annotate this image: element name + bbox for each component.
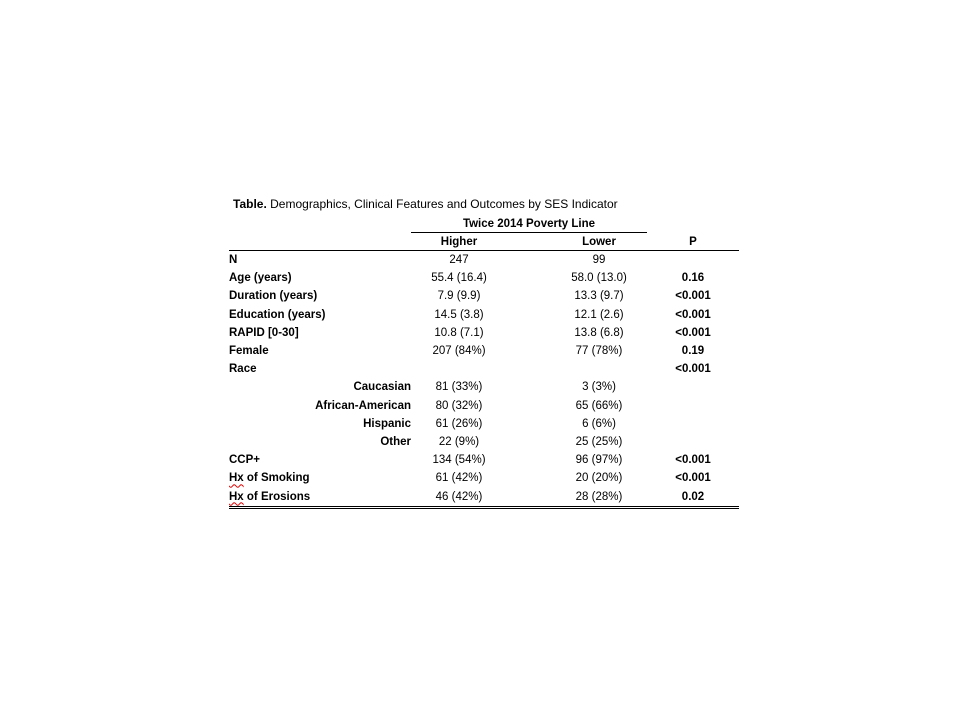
- cell-lower: [551, 360, 647, 378]
- row-label: [229, 324, 411, 342]
- cell-higher: 10.8 (7.1): [434, 326, 484, 339]
- row-label-text: CCP+: [229, 454, 260, 467]
- data-table-container: [229, 197, 739, 503]
- cell-higher: 22 (9%): [438, 435, 480, 448]
- spellcheck-mark: Hx: [229, 490, 244, 503]
- row-label-text: Other: [380, 435, 411, 448]
- cell-higher: 7.9 (9.9): [437, 290, 481, 303]
- cell-lower: 3 (3%): [582, 381, 616, 394]
- cell-p: 0.16: [681, 272, 705, 285]
- data-table: [229, 234, 739, 506]
- row-label: [229, 487, 411, 505]
- cell-lower: 25 (25%): [575, 435, 623, 448]
- cell-higher: 14.5 (3.8): [434, 308, 484, 321]
- table-row: [229, 269, 739, 287]
- table-row: [229, 397, 739, 415]
- table-row: [229, 287, 739, 305]
- row-label: [229, 451, 411, 469]
- header-label: [229, 234, 411, 251]
- table-row: [229, 451, 739, 469]
- cell-p: <0.001: [675, 454, 711, 467]
- cell-higher: 46 (42%): [435, 490, 483, 503]
- cell-lower: 12.1 (2.6): [574, 308, 624, 321]
- row-label-text: Hispanic: [363, 417, 411, 430]
- cell-p: [647, 415, 739, 433]
- cell-lower: 13.8 (6.8): [574, 326, 624, 339]
- table-row: [229, 433, 739, 451]
- cell-p: [647, 378, 739, 396]
- caption-text: Demographics, Clinical Features and Outcomes by SES Indicator: [266, 197, 618, 211]
- row-label: [229, 269, 411, 287]
- group-header: Twice 2014 Poverty Line: [462, 218, 596, 230]
- row-label: [229, 360, 411, 378]
- row-label: [229, 287, 411, 305]
- cell-lower: 58.0 (13.0): [571, 272, 627, 285]
- row-label-text: RAPID [0-30]: [229, 326, 299, 339]
- cell-higher: 80 (32%): [435, 399, 483, 412]
- cell-higher: 81 (33%): [435, 381, 483, 394]
- cell-p: <0.001: [675, 326, 711, 339]
- row-label: [229, 251, 411, 270]
- row-label-text: Hx of Smoking: [229, 472, 310, 485]
- table-row: [229, 415, 739, 433]
- table-row: [229, 251, 739, 270]
- row-label-text: Female: [229, 345, 269, 358]
- row-label: [229, 342, 411, 360]
- table-row: [229, 306, 739, 324]
- row-label: [229, 306, 411, 324]
- header-row: [229, 234, 739, 251]
- cell-p: [647, 433, 739, 451]
- row-label: [229, 469, 411, 487]
- cell-p: 0.02: [681, 490, 705, 503]
- table-caption: [233, 197, 739, 211]
- cell-higher: 247: [449, 254, 469, 267]
- cell-lower: 77 (78%): [575, 345, 623, 358]
- row-label-text: Education (years): [229, 308, 326, 321]
- cell-p: [647, 251, 739, 270]
- header-p: P: [689, 236, 697, 248]
- cell-higher: 207 (84%): [432, 345, 486, 358]
- cell-lower: 6 (6%): [582, 417, 616, 430]
- cell-p: [647, 397, 739, 415]
- table-row: [229, 324, 739, 342]
- header-higher: Higher: [440, 236, 478, 248]
- spellcheck-mark: Hx: [229, 472, 244, 485]
- row-label-text: N: [229, 254, 238, 267]
- row-label-text: Hx of Erosions: [229, 490, 311, 503]
- table-row: [229, 487, 739, 505]
- cell-p: <0.001: [675, 472, 711, 485]
- cell-higher: [411, 360, 507, 378]
- cell-lower: 20 (20%): [575, 472, 623, 485]
- cell-higher: 134 (54%): [432, 454, 486, 467]
- cell-lower: 96 (97%): [575, 454, 623, 467]
- table-body: [229, 251, 739, 506]
- cell-lower: 99: [592, 254, 606, 267]
- cell-lower: 28 (28%): [575, 490, 623, 503]
- cell-higher: 61 (26%): [435, 417, 483, 430]
- cell-p: <0.001: [675, 308, 711, 321]
- table-row: [229, 378, 739, 396]
- row-label: [229, 415, 411, 433]
- header-lower: Lower: [582, 236, 616, 248]
- row-label: [229, 397, 411, 415]
- row-label-text: African-American: [315, 399, 411, 412]
- row-label-text: Caucasian: [353, 381, 411, 394]
- caption-prefix: Table.: [233, 197, 267, 211]
- table-row: [229, 360, 739, 378]
- cell-lower: 65 (66%): [575, 399, 623, 412]
- row-label: [229, 378, 411, 396]
- table-bottom-rule: [229, 506, 739, 509]
- row-label: [229, 433, 411, 451]
- cell-lower: 13.3 (9.7): [574, 290, 624, 303]
- cell-higher: 61 (42%): [435, 472, 483, 485]
- row-label-text: Race: [229, 363, 257, 376]
- table-row: [229, 469, 739, 487]
- table-row: [229, 342, 739, 360]
- row-label-text: Age (years): [229, 272, 292, 285]
- cell-higher: 55.4 (16.4): [431, 272, 487, 285]
- cell-p: <0.001: [675, 290, 711, 303]
- group-header-rule: [411, 232, 647, 233]
- cell-p: <0.001: [675, 363, 711, 376]
- cell-p: 0.19: [681, 345, 705, 358]
- row-label-text: Duration (years): [229, 290, 318, 303]
